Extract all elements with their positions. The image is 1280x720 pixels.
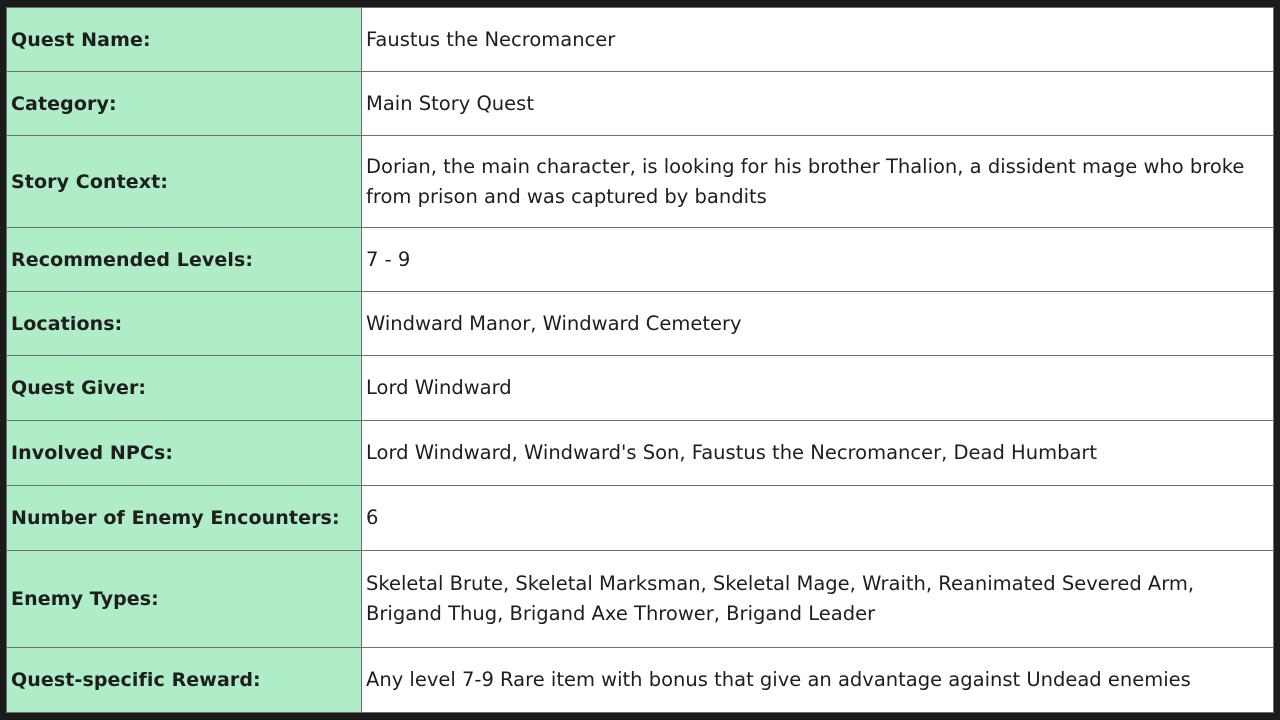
table-row-reward: [7, 648, 1274, 713]
table-row-quest-name: [7, 8, 1274, 72]
quest-info-sheet: [6, 7, 1274, 712]
row-label: Quest Giver:: [7, 356, 362, 421]
row-value: Main Story Quest: [362, 72, 1274, 136]
row-label: Enemy Types:: [7, 551, 362, 648]
row-value: Lord Windward: [362, 356, 1274, 421]
row-value: Windward Manor, Windward Cemetery: [362, 292, 1274, 356]
table-row-recommended-levels: [7, 228, 1274, 292]
row-value: Skeletal Brute, Skeletal Marksman, Skeletal Mage, Wraith, Reanimated Severed Arm, Brigand Thug, Brigand Axe Thrower, Brigand Leader: [362, 551, 1274, 648]
row-value: 7 - 9: [362, 228, 1274, 292]
row-value: Dorian, the main character, is looking for his brother Thalion, a dissident mage who broke from prison and was captured by bandits: [362, 136, 1274, 228]
row-label: Quest Name:: [7, 8, 362, 72]
row-label: Story Context:: [7, 136, 362, 228]
row-value: 6: [362, 486, 1274, 551]
table-row-quest-giver: [7, 356, 1274, 421]
table-row-category: [7, 72, 1274, 136]
row-label: Number of Enemy Encounters:: [7, 486, 362, 551]
table-row-enemy-types: [7, 551, 1274, 648]
row-value: Faustus the Necromancer: [362, 8, 1274, 72]
row-value: Any level 7-9 Rare item with bonus that give an advantage against Undead enemies: [362, 648, 1274, 713]
row-label: Locations:: [7, 292, 362, 356]
quest-info-table: [6, 7, 1274, 713]
table-row-locations: [7, 292, 1274, 356]
row-label: Involved NPCs:: [7, 421, 362, 486]
table-row-story-context: [7, 136, 1274, 228]
row-value: Lord Windward, Windward's Son, Faustus the Necromancer, Dead Humbart: [362, 421, 1274, 486]
table-row-enemy-encounters: [7, 486, 1274, 551]
row-label: Category:: [7, 72, 362, 136]
row-label: Quest-specific Reward:: [7, 648, 362, 713]
row-label: Recommended Levels:: [7, 228, 362, 292]
table-row-involved-npcs: [7, 421, 1274, 486]
